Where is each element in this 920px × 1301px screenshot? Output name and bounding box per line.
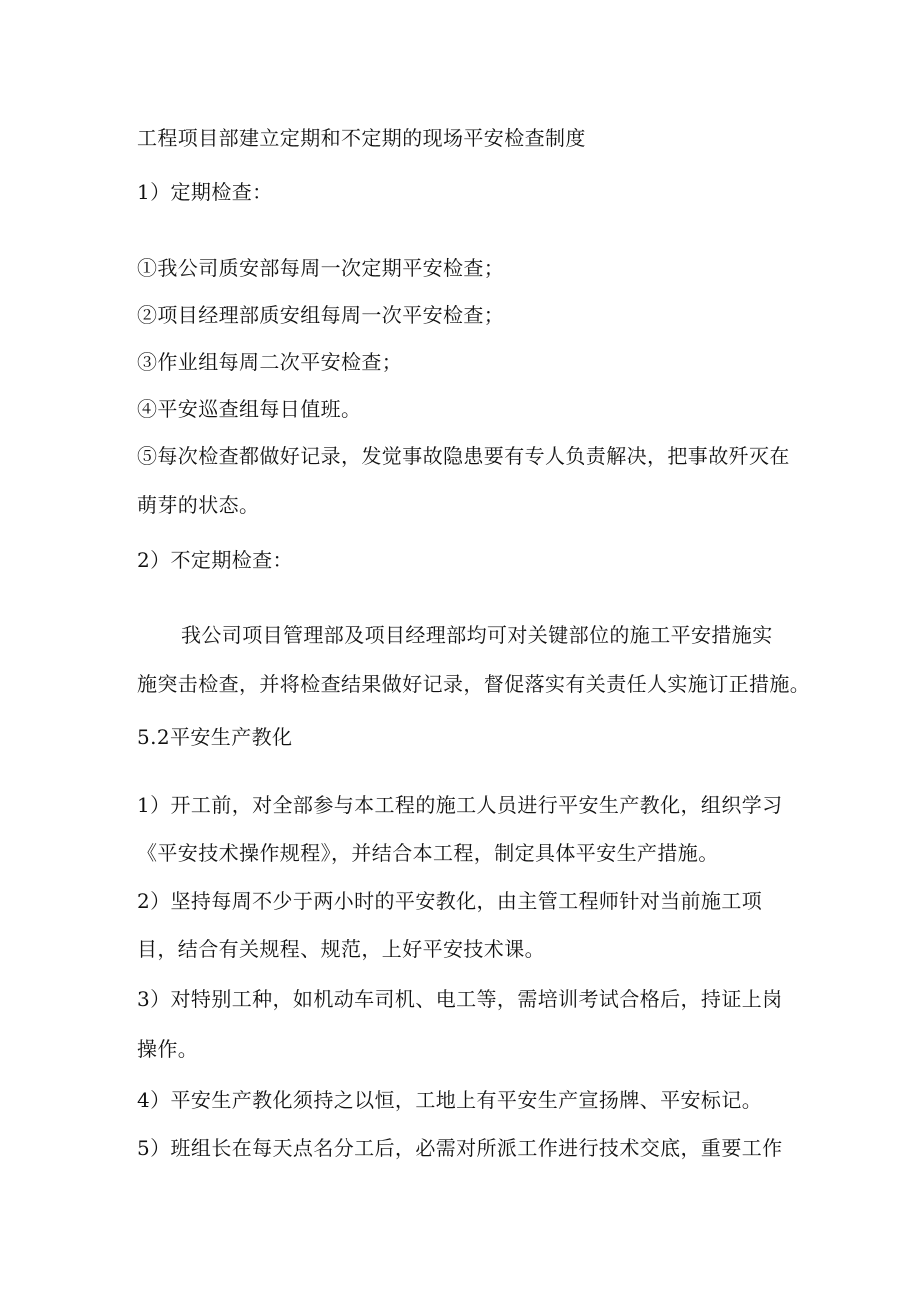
paragraph-line: 5）班组长在每天点名分工后，必需对所派工作进行技术交底，重要工作 <box>137 1136 783 1160</box>
list-item: ④平安巡查组每日值班。 <box>137 397 362 421</box>
list-item-continuation: 萌芽的状态。 <box>137 493 260 517</box>
paragraph-line: 《平安技术操作规程》，并结合本工程，制定具体平安生产措施。 <box>137 841 719 865</box>
list-item: ①我公司质安部每周一次定期平安检查； <box>137 256 505 280</box>
list-item: ⑤每次检查都做好记录，发觉事故隐患要有专人负责解决，把事故歼灭在 <box>137 444 790 468</box>
section-heading-regular-inspection: 1）定期检查： <box>137 180 273 204</box>
paragraph-line: 1）开工前，对全部参与本工程的施工人员进行平安生产教化，组织学习 <box>137 793 783 817</box>
list-item: ③作业组每周二次平安检查； <box>137 350 403 374</box>
list-item: ②项目经理部质安组每周一次平安检查； <box>137 303 505 327</box>
paragraph-line: 施突击检查，并将检查结果做好记录，督促落实有关责任人实施订正措施。 <box>137 672 811 696</box>
paragraph-line: 操作。 <box>137 1037 199 1061</box>
document-title: 工程项目部建立定期和不定期的现场平安检查制度 <box>137 126 586 150</box>
paragraph-line: 4）平安生产教化须持之以恒，工地上有平安生产宣扬牌、平安标记。 <box>137 1088 763 1112</box>
paragraph-line: 2）坚持每周不少于两小时的平安教化，由主管工程师针对当前施工项 <box>137 889 763 913</box>
section-heading-irregular-inspection: 2）不定期检查： <box>137 548 293 572</box>
paragraph-line: 目，结合有关规程、规范，上好平安技术课。 <box>137 937 545 961</box>
section-heading-safety-education: 5.2平安生产教化 <box>137 725 293 749</box>
paragraph-line: 我公司项目管理部及项目经理部均可对关键部位的施工平安措施实 <box>181 623 773 647</box>
paragraph-line: 3）对特别工种，如机动车司机、电工等，需培训考试合格后，持证上岗 <box>137 987 783 1011</box>
